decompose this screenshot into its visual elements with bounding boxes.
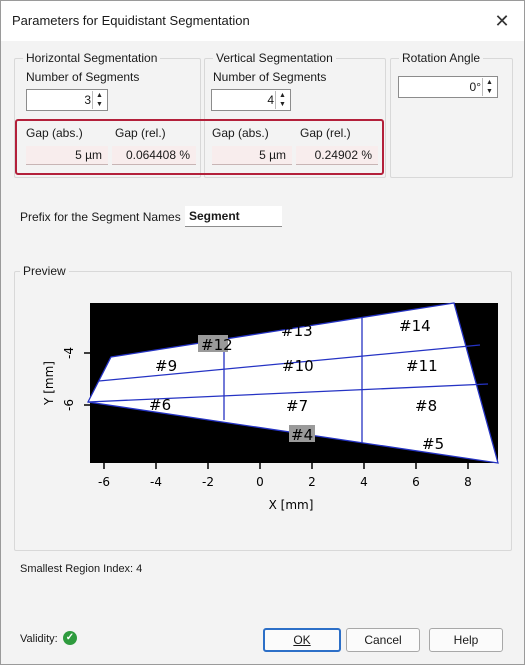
vertical-segments-value: 4 xyxy=(267,93,274,107)
prefix-label: Prefix for the Segment Names xyxy=(20,210,181,224)
segment-label-4: #4 xyxy=(291,426,314,444)
x-tick-label: -4 xyxy=(150,475,162,489)
x-axis-label: X [mm] xyxy=(268,498,314,512)
segment-label-6: #6 xyxy=(149,396,172,414)
title-bar xyxy=(1,1,524,41)
dialog-title: Parameters for Equidistant Segmentation xyxy=(12,13,250,28)
up-arrow-icon[interactable]: ▲ xyxy=(279,92,286,99)
vertical-segments-stepper[interactable] xyxy=(211,89,291,111)
x-tick-label: -6 xyxy=(98,475,110,489)
horizontal-stepper-buttons[interactable] xyxy=(92,91,106,109)
preview-plot xyxy=(16,281,508,547)
segment-label-14: #14 xyxy=(399,317,431,335)
segment-label-7: #7 xyxy=(286,397,309,415)
x-tick-label: 8 xyxy=(464,475,472,489)
segment-label-13: #13 xyxy=(281,322,313,340)
horizontal-gap-abs-label: Gap (abs.) xyxy=(26,126,83,140)
horizontal-segments-value: 3 xyxy=(84,93,91,107)
horizontal-gap-abs-field xyxy=(26,146,108,165)
horizontal-segments-stepper[interactable] xyxy=(26,89,108,111)
close-icon[interactable]: ✕ xyxy=(494,11,510,31)
prefix-input[interactable] xyxy=(185,206,282,227)
ok-button[interactable] xyxy=(263,628,341,652)
x-tick-labels xyxy=(98,475,472,489)
cancel-label: Cancel xyxy=(364,633,402,647)
horizontal-gap-abs-value: 5 µm xyxy=(75,148,102,162)
horizontal-num-label: Number of Segments xyxy=(26,70,140,84)
x-tick-label: -2 xyxy=(202,475,214,489)
rotation-angle-value: 0° xyxy=(469,80,481,94)
rotation-group-label: Rotation Angle xyxy=(399,51,483,65)
ok-label: OK xyxy=(293,633,311,647)
vertical-stepper-buttons[interactable] xyxy=(275,91,289,109)
help-label: Help xyxy=(453,633,479,647)
vertical-gap-rel-label: Gap (rel.) xyxy=(300,126,351,140)
y-tick-label: -4 xyxy=(62,347,76,359)
up-arrow-icon[interactable]: ▲ xyxy=(486,79,493,86)
x-tick-label: 0 xyxy=(256,475,264,489)
vertical-gap-abs-label: Gap (abs.) xyxy=(212,126,269,140)
down-arrow-icon[interactable]: ▼ xyxy=(279,101,286,108)
up-arrow-icon[interactable]: ▲ xyxy=(96,92,103,99)
validity-check-icon: ✓ xyxy=(63,631,77,645)
prefix-value: Segment xyxy=(189,209,240,223)
segment-label-8: #8 xyxy=(415,397,438,415)
horizontal-gap-rel-label: Gap (rel.) xyxy=(115,126,166,140)
vertical-gap-rel-field xyxy=(296,146,378,165)
horizontal-gap-rel-value: 0.064408 % xyxy=(125,148,190,162)
segment-label-5: #5 xyxy=(422,435,445,453)
segment-label-9: #9 xyxy=(155,357,178,375)
down-arrow-icon[interactable]: ▼ xyxy=(96,101,103,108)
horizontal-gap-rel-field xyxy=(112,146,196,165)
y-tick-labels xyxy=(62,347,76,411)
vertical-gap-rel-value: 0.24902 % xyxy=(314,148,372,162)
smallest-region-index: Smallest Region Index: 4 xyxy=(20,563,143,575)
cancel-button[interactable] xyxy=(346,628,420,652)
help-button[interactable] xyxy=(429,628,503,652)
vertical-num-label: Number of Segments xyxy=(213,70,327,84)
x-tick-label: 2 xyxy=(308,475,316,489)
vertical-gap-abs-value: 5 µm xyxy=(259,148,286,162)
preview-group-label: Preview xyxy=(20,264,69,278)
rotation-angle-stepper[interactable] xyxy=(398,76,498,98)
vertical-gap-abs-field xyxy=(212,146,292,165)
y-axis-label: Y [mm] xyxy=(42,361,56,405)
validity-label: Validity: xyxy=(20,633,58,645)
horizontal-group-label: Horizontal Segmentation xyxy=(23,51,160,65)
y-tick-label: -6 xyxy=(62,399,76,411)
segment-label-11: #11 xyxy=(406,357,438,375)
x-tick-label: 6 xyxy=(412,475,420,489)
down-arrow-icon[interactable]: ▼ xyxy=(486,88,493,95)
rotation-stepper-buttons[interactable] xyxy=(482,78,496,96)
segment-label-12: #12 xyxy=(201,336,233,354)
x-tick-label: 4 xyxy=(360,475,368,489)
segment-label-10: #10 xyxy=(282,357,314,375)
vertical-group-label: Vertical Segmentation xyxy=(213,51,336,65)
